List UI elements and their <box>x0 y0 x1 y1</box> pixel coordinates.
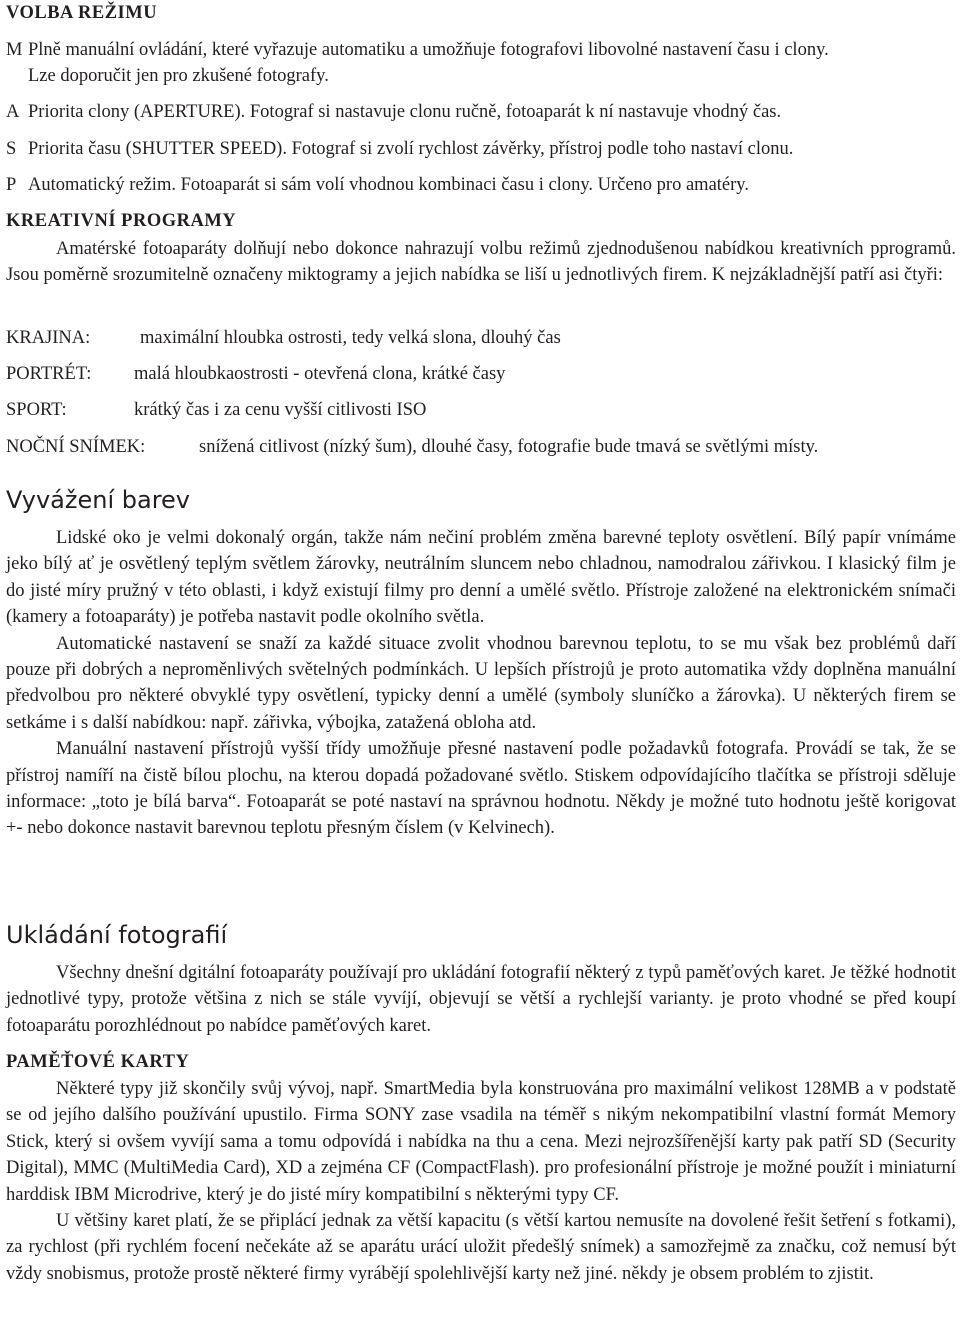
mode-m <box>6 37 956 90</box>
program-term: PORTRÉT: <box>6 364 92 384</box>
mode-text: Priorita času (SHUTTER SPEED). Fotograf si zvolí rychlost závěrky, přístroj podle toho nastaví clonu. <box>28 139 794 159</box>
mode-letter: S <box>6 139 17 159</box>
heading-pametove-karty: PAMĚŤOVÉ KARTY <box>6 1052 190 1072</box>
vyvazeni-body <box>6 525 956 842</box>
program-desc: maximální hloubka ostrosti, tedy velká slona, dlouhý čas <box>140 328 561 348</box>
mode-text-line1: Plně manuální ovládání, které vyřazuje automatiku a umožňuje fotografovi libovolné nastavení času i clony. <box>28 40 829 60</box>
program-nocni-snimek <box>6 434 956 460</box>
program-desc: krátký čas i za cenu vyšší citlivosti ISO <box>134 400 427 420</box>
kreativni-intro: Amatérské fotoaparáty dolňují nebo dokonce nahrazují volbu režimů zjednodušenou nabídkou kreativních pprogramů. Jsou poměrně srozumitelně označeny miktogramy a jejich nabídka se liší u jednotlivých firem. K nejzákladnější patří asi čtyři: <box>6 239 956 286</box>
program-desc: snížená citlivost (nízký šum), dlouhé časy, fotografie bude tmavá se světlými místy. <box>199 437 819 457</box>
program-term: NOČNÍ SNÍMEK: <box>6 437 146 457</box>
program-sport <box>6 397 956 423</box>
mode-text-line2: Lze doporučit jen pro zkušené fotografy. <box>28 66 329 86</box>
paragraph: Lidské oko je velmi dokonalý orgán, takže nám nečiní problém změna barevné teploty osvětlení. Bílý papír vnímáme jeko bílý ať je osvětlený teplým světlem žárovky, neutrálním sluncem nebo chladnou, namodralou zářivkou. I klasický film je do jisté míry pružný v této oblasti, i když existují filmy pro denní a umělé světlo. Přístroje založené na elektronickém snímači (kamery a fotoaparáty) je potřeba nastavit podle okolního světla. <box>6 528 956 628</box>
mode-letter: M <box>6 40 23 60</box>
paragraph: U většiny karet platí, že se připlácí jednak za větší kapacitu (s větší kartou nemusíte na dovolené řešit šetření s fotkami), za rychlost (při rychlém focení nečekáte až se aparátu urácí uložit předešlý snímek) a samozřejmě za značku, což nemusí být vždy snobismus, protože prostě některé firmy vyrábějí spolehlivější karty než jiné. někdy je obsem problém to zjistit. <box>6 1211 956 1284</box>
program-term: SPORT: <box>6 400 67 420</box>
mode-text: Priorita clony (APERTURE). Fotograf si nastavuje clonu ručně, fotoaparát k ní nastavuje vhodný čas. <box>28 102 782 122</box>
paragraph: Některé typy již skončily svůj vývoj, např. SmartMedia byla konstruována pro maximální velikost 128MB a v podstatě se od jejího dalšího používání upustilo. Firma SONY zase vsadila na téměř s nikým nekompatibilní vlastní formát Memory Stick, který si ovšem vyvíjí sama a tomu odpovídá i nabídka na thu a cena. Mezi nejrozšířenější karty pak patří SD (Security Digital), MMC (MultiMedia Card), XD a zejména CF (CompactFlash). pro profesionální přístroje je možné použít i miniaturní harddisk IBM Microdrive, který je do jisté míry kompatibilní s některými typy CF. <box>6 1079 956 1205</box>
mode-letter: A <box>6 102 20 122</box>
program-krajina <box>6 325 956 351</box>
ukladani-paragraph: Všechny dnešní dgitální fotoaparáty používají pro ukládání fotografií některý z typů paměťových karet. Je těžké hodnotit jednotlivé typy, protože většina z nich se stále vyvíjí, objevují se větší a rychlejší varianty. je proto vhodné se před koupí fotoaparátu porozhlédnout po nabídce paměťových karet. <box>6 963 956 1036</box>
heading-ukladani-fotografii: Ukládání fotografií <box>6 921 228 949</box>
mode-text: Automatický režim. Fotoaparát si sám volí vhodnou kombinaci času i clony. Určeno pro amatéry. <box>28 175 749 195</box>
program-desc: malá hloubkaostrosti - otevřená clona, krátké časy <box>134 364 506 384</box>
heading-volba-rezimu: VOLBA REŽIMU <box>6 3 158 23</box>
heading-vyvazeni-barev: Vyvážení barev <box>6 486 191 514</box>
program-term: KRAJINA: <box>6 328 91 348</box>
mode-letter: P <box>6 175 17 195</box>
paragraph: Automatické nastavení se snaží za každé situace zvolit vhodnou barevnou teplotu, to se mu však bez problémů daří pouze při dobrých a neproměnlivých světelných podmínkách. U lepších přístrojů je proto automatika vždy doplněna manuální předvolbou pro některé obvyklé typy osvětlení, typicky denní a umělé (symboly sluníčko a žárovka). U některých firem se setkáme i s další nabídkou: např. zářivka, výbojka, zatažená obloha atd. <box>6 633 956 733</box>
mode-p <box>6 172 956 198</box>
program-portret <box>6 361 956 387</box>
pametove-body <box>6 1076 956 1287</box>
mode-s <box>6 136 956 162</box>
mode-a <box>6 99 956 125</box>
paragraph: Manuální nastavení přístrojů vyšší třídy umožňuje přesné nastavení podle požadavků fotografa. Provádí se tak, že se přístroj namíří na čistě bílou plochu, na kterou dopadá požadované světlo. Stiskem odpovídajícího tlačítka se přístroji sděluje informace: „toto je bílá barva“. Fotoaparát se poté nastaví na správnou hodnotu. Někdy je možné tuto hodnotu ještě korigovat +- nebo dokonce nastavit barevnou teplotu přesným číslem (v Kelvinech). <box>6 739 956 839</box>
heading-kreativni-programy: KREATIVNÍ PROGRAMY <box>6 211 237 231</box>
